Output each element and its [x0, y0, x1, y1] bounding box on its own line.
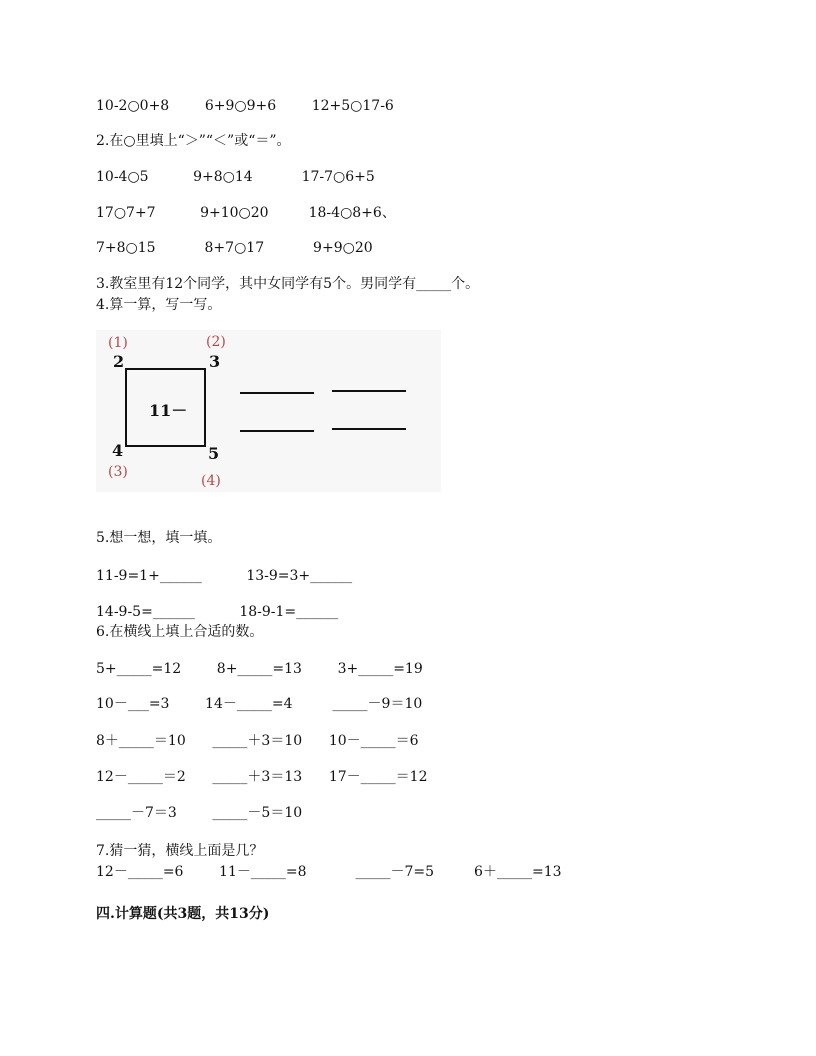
previous-exercise-line: 10-2○0+8 6+9○9+6 12+5○17-6	[96, 98, 394, 114]
question-5-row-2: 14-9-5=______ 18-9-1=______	[96, 604, 339, 620]
question-6-row-2: 10－___=3 14－_____=4 _____－9＝10	[96, 696, 423, 712]
question-6-row-3: 8＋_____＝10 _____＋3＝10 10－_____＝6	[96, 733, 419, 749]
question-3-text: 3.教室里有12个同学，其中女同学有5个。男同学有_____个。	[96, 276, 480, 292]
figure-tag-3: (3)	[108, 464, 128, 480]
question-6-row-4: 12－_____＝2 _____＋3＝13 17－_____＝12	[96, 769, 428, 785]
corner-number-bottom-right: 5	[208, 444, 220, 463]
question-7-title: 7.猜一猜，横线上面是几？	[96, 843, 264, 859]
square-box	[125, 368, 206, 447]
answer-line-3	[240, 430, 314, 432]
question-4-figure	[96, 330, 441, 492]
question-2-row-1: 10-4○5 9+8○14 17-7○6+5	[96, 169, 375, 185]
figure-tag-1: (1)	[108, 335, 128, 351]
answer-line-2	[332, 390, 406, 392]
section-4-title: 四.计算题(共3题，共13分)	[96, 906, 270, 922]
corner-number-top-right: 3	[209, 352, 221, 371]
question-7-row-1: 12－_____=6 11－_____=8 _____－7=5 6＋_____=13	[96, 864, 562, 880]
square-center-expression: 11－	[149, 401, 188, 420]
question-5-row-1: 11-9=1+______ 13-9=3+______	[96, 568, 353, 584]
question-2-row-2: 17○7+7 9+10○20 18-4○8+6、	[96, 205, 396, 221]
question-4-title: 4.算一算，写一写。	[96, 297, 222, 313]
answer-line-4	[332, 428, 406, 430]
question-2-title: 2.在○里填上“＞”“＜”或“＝”。	[96, 133, 291, 149]
question-6-row-1: 5+_____=12 8+_____=13 3+_____=19	[96, 661, 423, 677]
figure-tag-2: (2)	[206, 334, 226, 350]
question-2-row-3: 7+8○15 8+7○17 9+9○20	[96, 240, 373, 256]
figure-tag-4: (4)	[201, 473, 221, 489]
answer-line-1	[240, 392, 314, 394]
corner-number-top-left: 2	[113, 352, 125, 371]
question-5-title: 5.想一想，填一填。	[96, 530, 222, 546]
question-6-row-5: _____－7＝3 _____－5＝10	[96, 805, 303, 821]
question-6-title: 6.在横线上填上合适的数。	[96, 624, 264, 640]
corner-number-bottom-left: 4	[112, 441, 124, 460]
